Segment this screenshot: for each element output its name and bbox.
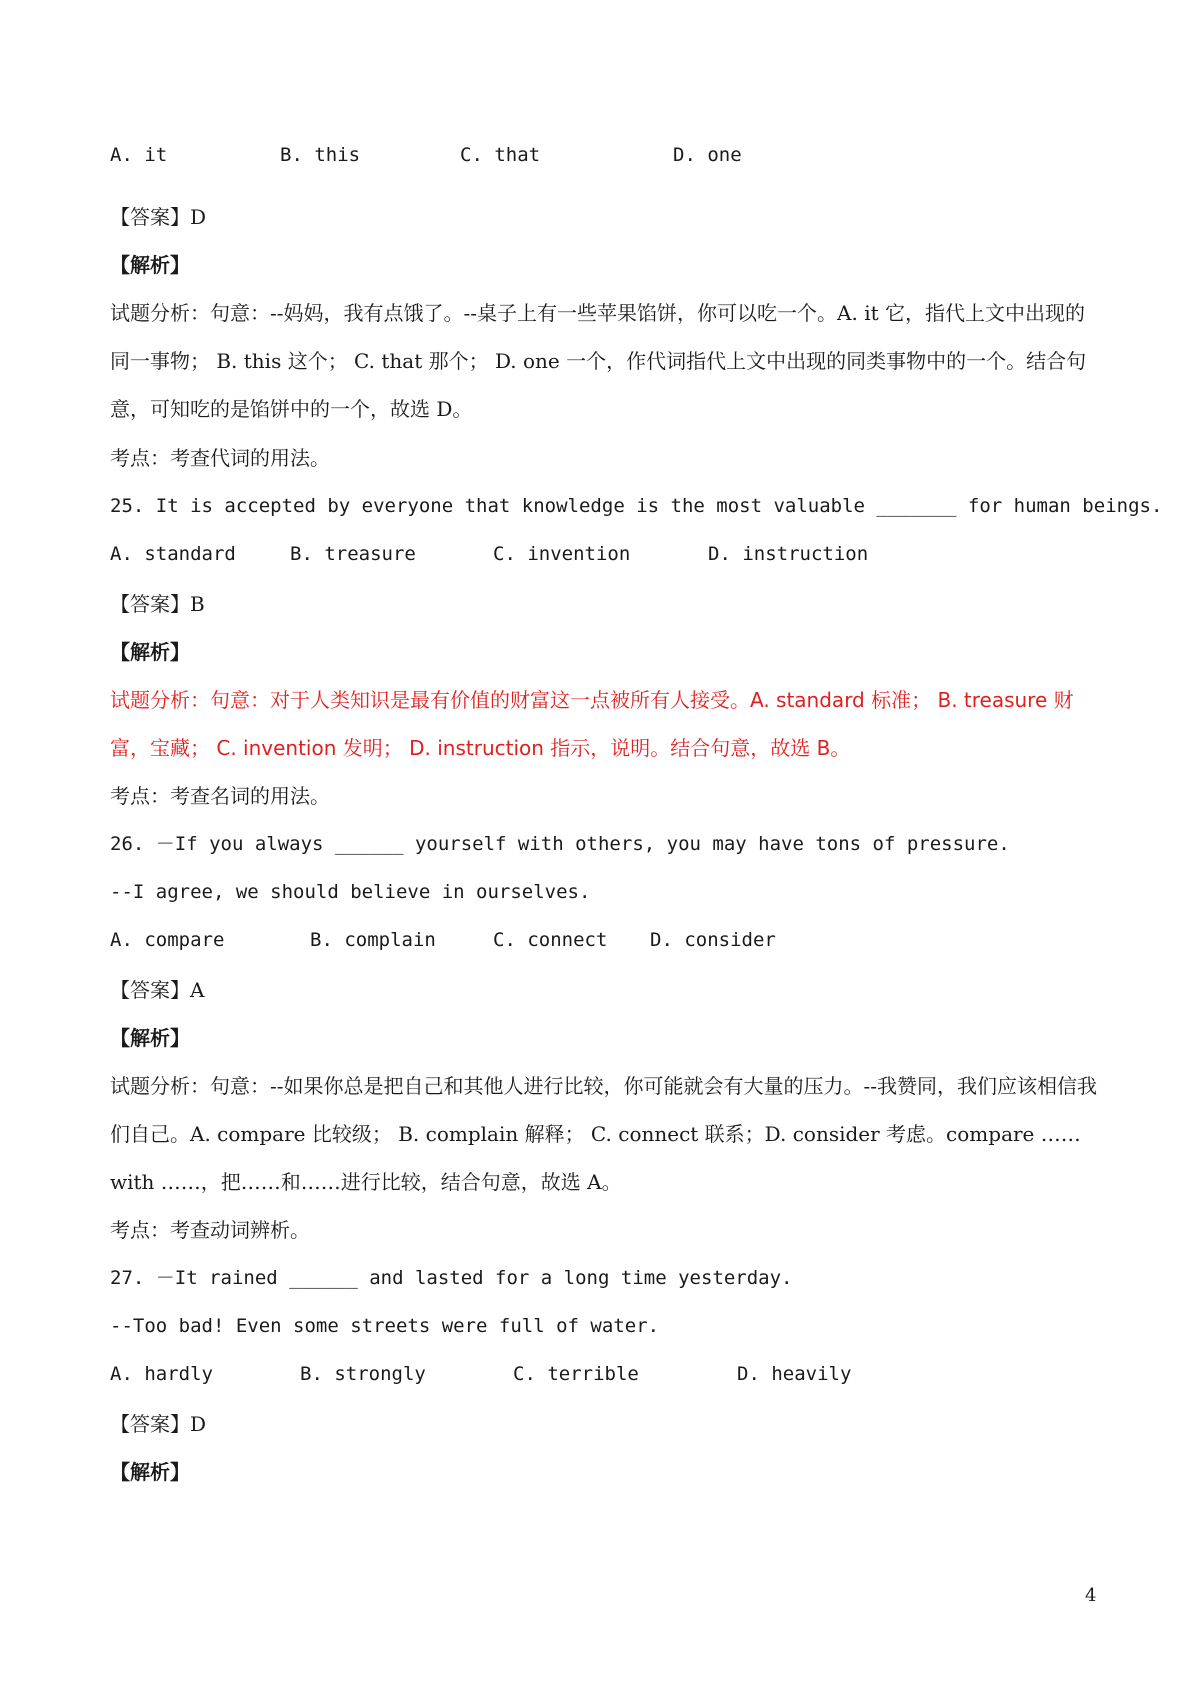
q25-option-b: B. treasure (290, 543, 416, 565)
q27-analysis-heading: 【解析】 (110, 1460, 190, 1484)
q25-point: 考点：考查名词的用法。 (110, 784, 330, 808)
q24-point: 考点：考查代词的用法。 (110, 446, 330, 470)
q26-option-b: B. complain (310, 929, 436, 951)
q25-option-a: A. standard (110, 543, 236, 565)
q24-analysis: 试题分析：句意：--妈妈，我有点饿了。--桌子上有一些苹果馅饼，你可以吃一个。A. it 它，指代上文中出现的同一事物； B. this 这个； C. that 那个； D. one 一个，作代词指代上文中出现的同类事物中的一个。结合句意，可知吃的是馅饼中的一个，故选 D。 (110, 301, 1087, 421)
q27-option-c: C. terrible (513, 1363, 639, 1385)
q26-option-d: D. consider (650, 929, 776, 951)
q24-option-b: B. this (280, 144, 361, 166)
q25-option-d: D. instruction (708, 543, 869, 565)
q27-option-a: A. hardly (110, 1363, 213, 1385)
q26-analysis: 试题分析：句意：--如果你总是把自己和其他人进行比较，你可能就会有大量的压力。--我赞同，我们应该相信我们自己。A. compare 比较级； B. complain 解释； C. connect 联系；D. consider 考虑。compare ……with ……，把……和……进行比较，结合句意，故选 A。 (110, 1074, 1098, 1194)
q26-option-c: C. connect (493, 929, 608, 951)
q24-analysis-heading: 【解析】 (110, 253, 190, 277)
q25-option-c: C. invention (493, 543, 631, 565)
q25-question: 25. It is accepted by everyone that knowledge is the most valuable _______ for human beings. (110, 495, 1163, 517)
q27-reply: --Too bad! Even some streets were full of water. (110, 1315, 660, 1337)
q24-option-c: C. that (460, 144, 541, 166)
q27-option-b: B. strongly (300, 1363, 426, 1385)
q26-option-a: A. compare (110, 929, 225, 951)
page-number: 4 (1085, 1585, 1097, 1606)
q25-answer: 【答案】B (110, 592, 205, 616)
q25-analysis: 试题分析：句意：对于人类知识是最有价值的财富这一点被所有人接受。A. standard 标准； B. treasure 财富，宝藏； C. invention 发明； D. instruction 指示，说明。结合句意，故选 B。 (110, 688, 1074, 760)
q26-reply: --I agree, we should believe in ourselves. (110, 881, 591, 903)
q26-question: 26. －If you always ______ yourself with others, you may have tons of pressure. (110, 833, 1010, 855)
q26-point: 考点：考查动词辨析。 (110, 1218, 310, 1242)
q27-option-d: D. heavily (737, 1363, 852, 1385)
q26-analysis-heading: 【解析】 (110, 1026, 190, 1050)
q26-answer: 【答案】A (110, 978, 205, 1002)
q27-answer: 【答案】D (110, 1412, 207, 1436)
q25-analysis-heading: 【解析】 (110, 640, 190, 664)
q24-option-a: A. it (110, 144, 168, 166)
q27-question: 27. －It rained ______ and lasted for a long time yesterday. (110, 1267, 793, 1289)
q24-option-d: D. one (673, 144, 742, 166)
q24-answer: 【答案】D (110, 205, 207, 229)
